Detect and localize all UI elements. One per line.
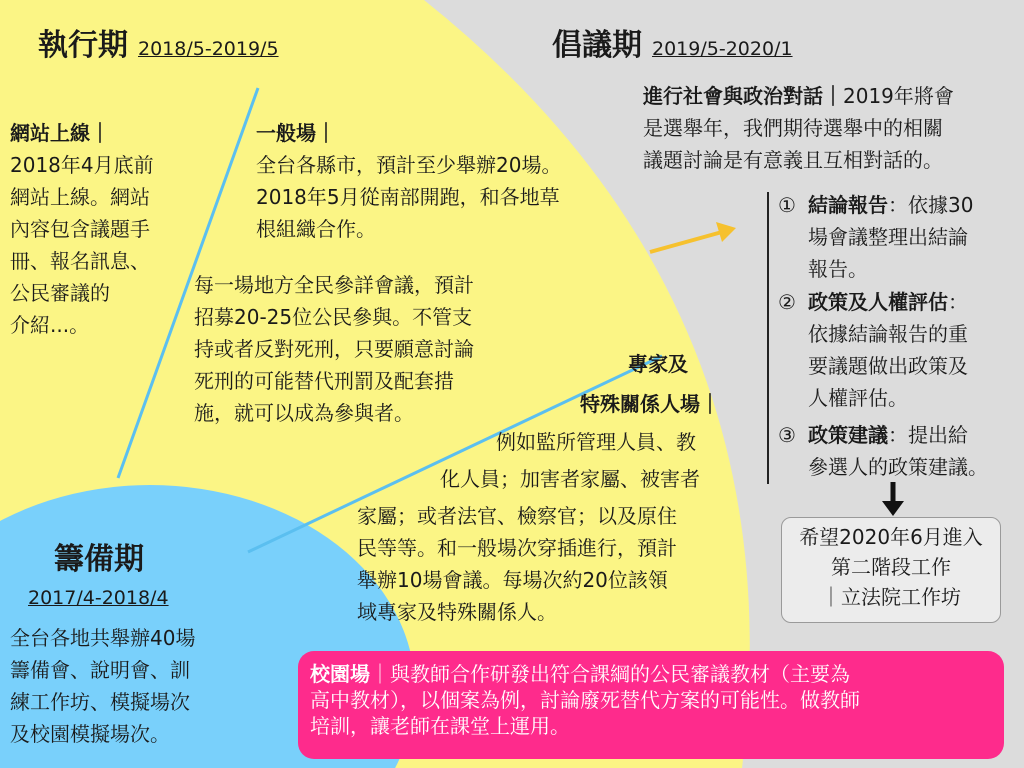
dialogue-line: 議題討論是有意義且互相對話的。: [643, 148, 943, 172]
number-two-icon: ②: [778, 290, 796, 314]
preparation-block: [10, 622, 195, 750]
item-title: 政策及人權評估: [808, 290, 948, 314]
advocacy-date: 2019/5-2020/1: [652, 38, 793, 60]
preparation-line: 練工作坊、模擬場次: [10, 690, 190, 714]
general-session-line: 2018年5月從南部開跑，和各地草: [256, 185, 560, 209]
dialogue-block: [643, 80, 954, 176]
number-three-icon: ③: [778, 423, 796, 447]
general-session-line: 全台各縣市，預計至少舉辦20場。: [256, 153, 562, 177]
preparation-title: 籌備期: [54, 542, 144, 577]
item-line: 要議題做出政策及: [808, 354, 968, 378]
local-assembly-line: 施，就可以成為參與者。: [194, 401, 414, 425]
item-line: 依據結論報告的重: [808, 322, 968, 346]
item-line: 報告。: [808, 257, 868, 281]
general-session-line: 根組織合作。: [256, 217, 376, 241]
local-assembly-line: 持或者反對死刑，只要願意討論: [194, 337, 474, 361]
campus-session-box: [298, 651, 1004, 759]
expert-session-line: 域專家及特殊關係人。: [357, 600, 557, 624]
expert-session-title: 專家及: [628, 352, 688, 376]
item-line: 參選人的政策建議。: [808, 455, 988, 479]
campus-session-line: 高中教材），以個案為例，討論廢死替代方案的可能性。做教師: [310, 688, 860, 712]
campus-session-line: ｜與教師合作研發出符合課綱的公民審議教材（主要為: [370, 662, 850, 686]
website-launch-line: 冊、報名訊息、: [10, 249, 150, 273]
local-assembly-line: 死刑的可能替代刑罰及配套措: [194, 369, 454, 393]
website-launch-line: 網站上線。網站: [10, 185, 150, 209]
dialogue-line: 是選舉年，我們期待選舉中的相關: [643, 116, 943, 140]
expert-session-title: 特殊關係人場｜: [580, 392, 720, 416]
advocacy-item-recommendation: [778, 419, 988, 483]
local-assembly-line: 招募20-25位公民參與。不管支: [194, 305, 473, 329]
item-line: ：: [948, 290, 968, 314]
local-assembly-block: [194, 269, 474, 429]
advocacy-item-assessment: [778, 286, 968, 414]
next-phase-line: ｜立法院工作坊: [821, 585, 961, 609]
campus-session-line: 培訓，讓老師在課堂上運用。: [310, 714, 570, 738]
website-launch-title: 網站上線｜: [10, 121, 110, 145]
general-session-block: [256, 117, 561, 245]
item-line: 人權評估。: [808, 386, 908, 410]
item-line: 場會議整理出結論: [808, 225, 968, 249]
general-session-title: 一般場｜: [256, 121, 336, 145]
dialogue-title: 進行社會與政治對話｜: [643, 84, 843, 108]
advocacy-title: 倡議期: [552, 28, 642, 63]
next-phase-line: 希望2020年6月進入: [799, 525, 983, 549]
dialogue-line: 2019年將會: [843, 84, 954, 108]
expert-session-line: 民等等。和一般場次穿插進行，預計: [357, 536, 677, 560]
expert-session-line: 舉辦10場會議。每場次約20位該領: [357, 568, 668, 592]
campus-session-title: 校園場: [310, 662, 370, 686]
next-phase-line: 第二階段工作: [831, 555, 951, 579]
item-line: ：提出給: [888, 423, 968, 447]
execution-title: 執行期: [38, 28, 128, 63]
expert-session-detail: [357, 500, 677, 628]
website-launch-block: [10, 117, 154, 341]
number-one-icon: ①: [778, 193, 796, 217]
website-launch-line: 內容包含議題手: [10, 217, 150, 241]
next-phase-box: [781, 517, 1001, 623]
execution-date: 2018/5-2019/5: [138, 38, 279, 60]
expert-session-line: 例如監所管理人員、教: [496, 430, 696, 454]
expert-session-line: 家屬；或者法官、檢察官；以及原住: [357, 504, 677, 528]
item-line: ：依據30: [888, 193, 974, 217]
website-launch-line: 介紹...。: [10, 313, 90, 337]
local-assembly-line: 每一場地方全民參詳會議，預計: [194, 273, 474, 297]
preparation-line: 全台各地共舉辦40場: [10, 626, 196, 650]
preparation-line: 及校園模擬場次。: [10, 722, 170, 746]
item-title: 結論報告: [808, 193, 888, 217]
advocacy-header: [552, 20, 793, 64]
website-launch-line: 公民審議的: [10, 281, 110, 305]
expert-session-line: 化人員；加害者家屬、被害者: [440, 467, 700, 491]
advocacy-item-report: [778, 189, 973, 285]
item-title: 政策建議: [808, 423, 888, 447]
execution-header: [38, 20, 279, 64]
preparation-date: 2017/4-2018/4: [28, 587, 169, 609]
website-launch-line: 2018年4月底前: [10, 153, 154, 177]
preparation-line: 籌備會、說明會、訓: [10, 658, 190, 682]
